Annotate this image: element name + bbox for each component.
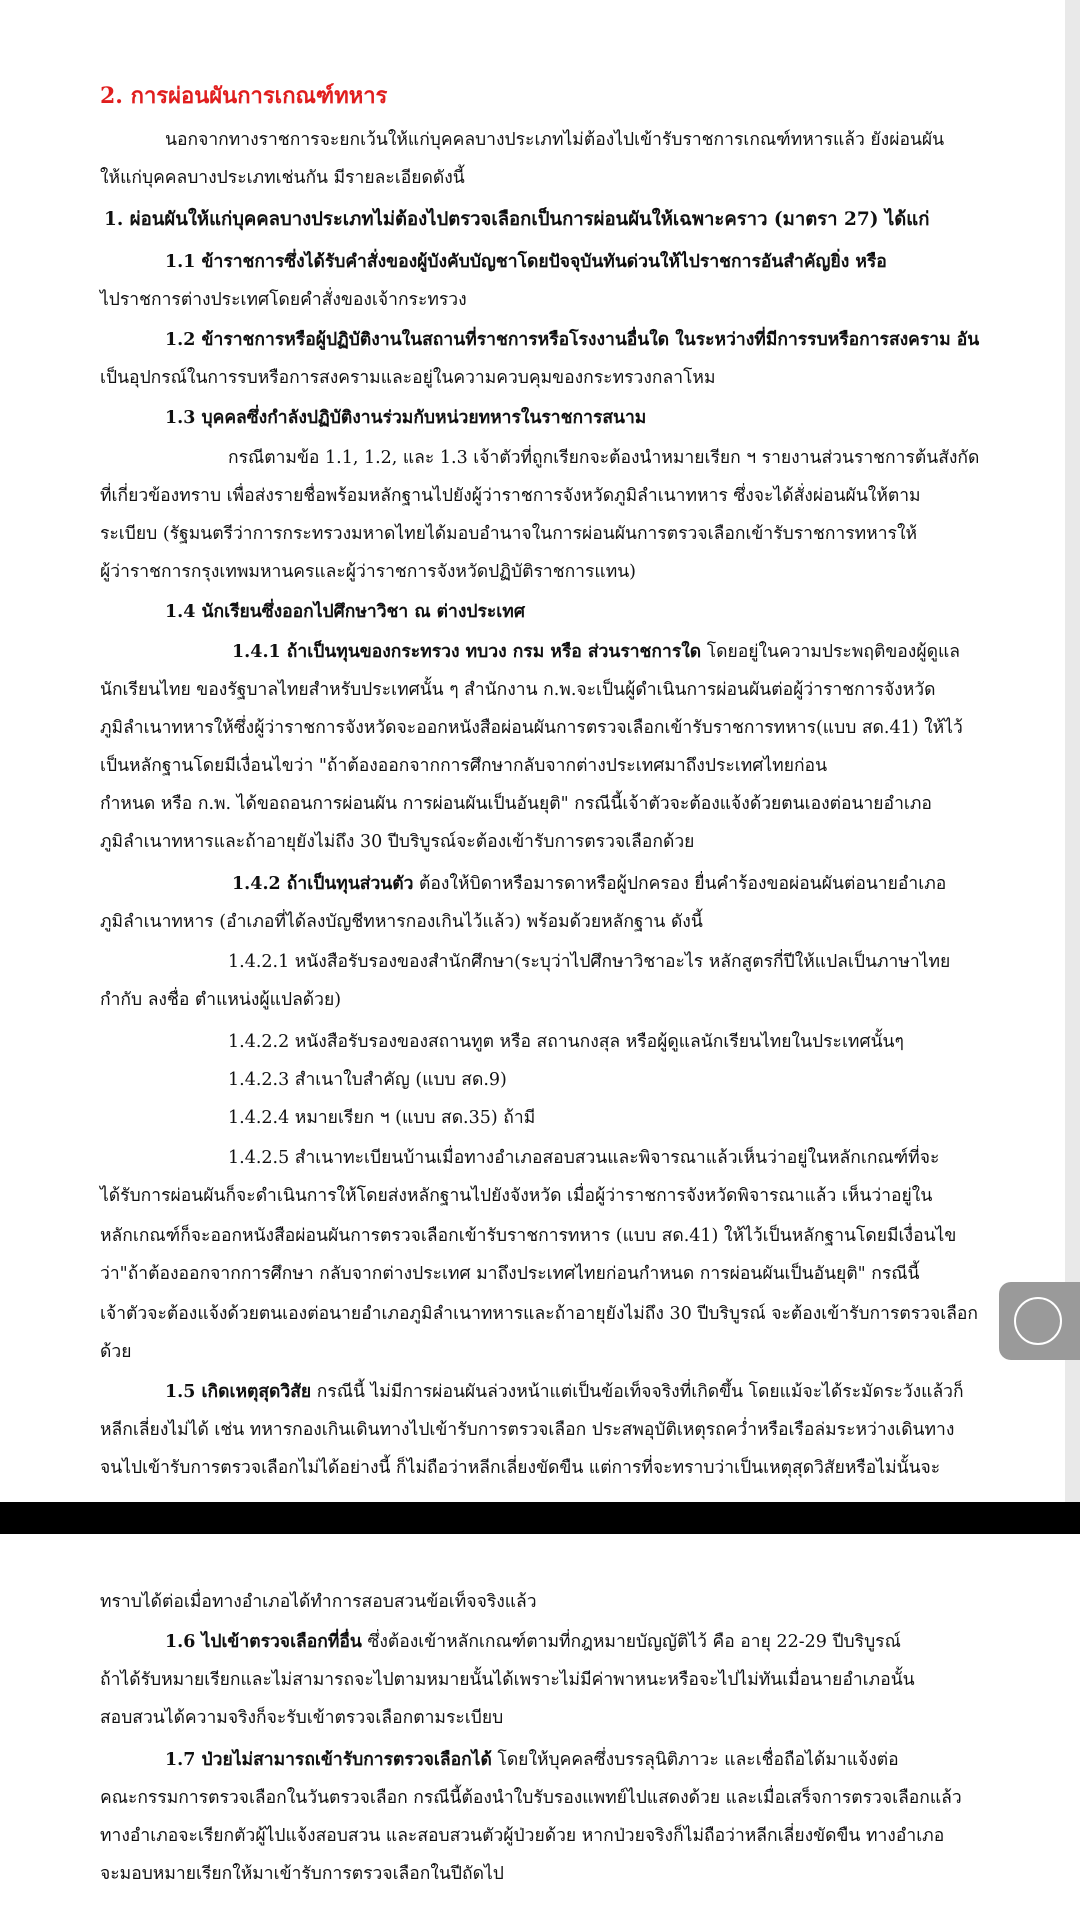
item-1-3: 1.3 บุคคลซึ่งกำลังปฏิบัติงานร่วมกับหน่วยทหารในราชการสนาม xyxy=(165,408,647,428)
paragraph-text: หลีกเลี่ยงไม่ได้ เช่น ทหารกองเกินเดินทางไปเข้ารับการตรวจเลือก ประสพอุบัติเหตุรถคว่ำหรือเรือล่มระหว่างเดินทาง xyxy=(100,1420,955,1440)
paragraph-text: กำกับ ลงชื่อ ตำแหน่งผู้แปลด้วย) xyxy=(100,990,342,1010)
item-1-4-1-text: โดยอยู่ในความประพฤติของผู้ดูแล xyxy=(701,642,960,662)
item-1-1: 1.1 ข้าราชการซึ่งได้รับคำสั่งของผู้บังคับบัญชาโดยปัจจุบันทันด่วนให้ไปราชการอันสำคัญยิ่ง หรือ xyxy=(165,252,887,272)
page-edge xyxy=(1065,0,1080,1502)
item-1-heading: 1. ผ่อนผันให้แก่บุคคลบางประเภทไม่ต้องไปตรวจเลือกเป็นการผ่อนผันให้เฉพาะคราว (มาตรา 27) ได้แก่ xyxy=(104,209,930,230)
item-1-4-1-heading: 1.4.1 ถ้าเป็นทุนของกระทรวง ทบวง กรม หรือ ส่วนราชการใด xyxy=(232,642,702,662)
item-1-4-2-1: 1.4.2.1 หนังสือรับรองของสำนักศึกษา(ระบุว่าไปศึกษาวิชาอะไร หลักสูตรกี่ปีให้แปลเป็นภาษาไทย xyxy=(228,952,951,972)
item-1-4-2 xyxy=(232,872,946,896)
intro-text: นอกจากทางราชการจะยกเว้นให้แก่บุคคลบางประเภทไม่ต้องไปเข้ารับราชการเกณฑ์ทหารแล้ว ยังผ่อนผัน xyxy=(165,130,945,150)
item-1-6-heading: 1.6 ไปเข้าตรวจเลือกที่อื่น xyxy=(165,1632,362,1652)
floating-assistive-button[interactable] xyxy=(999,1282,1080,1360)
item-1-2-text: เป็นอุปกรณ์ในการรบหรือการสงครามและอยู่ในความควบคุมของกระทรวงกลาโหม xyxy=(100,368,716,388)
paragraph-text: ภูมิลำเนาทหาร (อำเภอที่ได้ลงบัญชีทหารกองเกินไว้แล้ว) พร้อมด้วยหลักฐาน ดังนี้ xyxy=(100,912,703,932)
item-1-4-2-2: 1.4.2.2 หนังสือรับรองของสถานทูต หรือ สถานกงสุล หรือผู้ดูแลนักเรียนไทยในประเทศนั้นๆ xyxy=(228,1032,904,1052)
paragraph-text: ผู้ว่าราชการกรุงเทพมหานครและผู้ว่าราชการจังหวัดปฏิบัติราชการแทน) xyxy=(100,562,637,582)
paragraph-text: ได้รับการผ่อนผันก็จะดำเนินการให้โดยส่งหลักฐานไปยังจังหวัด เมื่อผู้ว่าราชการจังหวัดพิจารณาแล้ว เห็นว่าอยู่ใน xyxy=(100,1186,933,1206)
item-1-2: 1.2 ข้าราชการหรือผู้ปฏิบัติงานในสถานที่ราชการหรือโรงงานอื่นใด ในระหว่างที่มีการรบหรือการสงคราม อัน xyxy=(165,330,980,350)
document-page-2 xyxy=(0,1534,1080,1920)
paragraph-text: ระเบียบ (รัฐมนตรีว่าการกระทรวงมหาดไทยได้มอบอำนาจในการผ่อนผันการตรวจเลือกเข้ารับราชการทหารให้ xyxy=(100,524,918,544)
paragraph-text: ที่เกี่ยวข้องทราบ เพื่อส่งรายชื่อพร้อมหลักฐานไปยังผู้ว่าราชการจังหวัดภูมิลำเนาทหาร ซึ่งจะได้สั่งผ่อนผันให้ตาม xyxy=(100,486,921,506)
item-1-5-heading: 1.5 เกิดเหตุสุดวิสัย xyxy=(165,1382,312,1402)
paragraph-text: หลักเกณฑ์ก็จะออกหนังสือผ่อนผันการตรวจเลือกเข้ารับราชการทหาร (แบบ สด.41) ให้ไว้เป็นหลักฐานโดยมีเงื่อนไข xyxy=(100,1226,957,1246)
paragraph-text: ภูมิลำเนาทหารและถ้าอายุยังไม่ถึง 30 ปีบริบูรณ์จะต้องเข้ารับการตรวจเลือกด้วย xyxy=(100,832,695,852)
paragraph-text: เป็นหลักฐานโดยมีเงื่อนไขว่า "ถ้าต้องออกจากการศึกษากลับจากต่างประเทศมาถึงประเทศไทยก่อน xyxy=(100,756,828,776)
item-1-7 xyxy=(165,1748,899,1772)
item-1-4-2-5: 1.4.2.5 สำเนาทะเบียนบ้านเมื่อทางอำเภอสอบสวนและพิจารณาแล้วเห็นว่าอยู่ในหลักเกณฑ์ที่จะ xyxy=(228,1148,940,1168)
item-1-6 xyxy=(165,1630,901,1654)
paragraph-text: ทราบได้ต่อเมื่อทางอำเภอได้ทำการสอบสวนข้อเท็จจริงแล้ว xyxy=(100,1592,537,1612)
paragraph-text: คณะกรรมการตรวจเลือกในวันตรวจเลือก กรณีนี้ต้องนำใบรับรองแพทย์ไปแสดงด้วย และเมื่อเสร็จการตรวจเลือกแล้ว xyxy=(100,1788,962,1808)
item-1-4-2-heading: 1.4.2 ถ้าเป็นทุนส่วนตัว xyxy=(232,874,414,894)
paragraph-text: นักเรียนไทย ของรัฐบาลไทยสำหรับประเทศนั้น ๆ สำนักงาน ก.พ.จะเป็นผู้ดำเนินการผ่อนผันต่อผู้ว่าราชการจังหวัด xyxy=(100,680,936,700)
item-1-5-text: กรณีนี้ ไม่มีการผ่อนผันล่วงหน้าแต่เป็นข้อเท็จจริงที่เกิดขึ้น โดยแม้จะได้ระมัดระวังแล้วก็ xyxy=(311,1382,964,1402)
item-1-7-text: โดยให้บุคคลซึ่งบรรลุนิติภาวะ และเชื่อถือได้มาแจ้งต่อ xyxy=(491,1750,899,1770)
item-1-7-heading: 1.7 ป่วยไม่สามารถเข้ารับการตรวจเลือกได้ xyxy=(165,1750,492,1770)
paragraph-text: เจ้าตัวจะต้องแจ้งด้วยตนเองต่อนายอำเภอภูมิลำเนาทหารและถ้าอายุยังไม่ถึง 30 ปีบริบูรณ์ จะต้องเข้ารับการตรวจเลือก xyxy=(100,1304,979,1324)
paragraph-text: จนไปเข้ารับการตรวจเลือกไม่ได้อย่างนี้ ก็ไม่ถือว่าหลีกเลี่ยงขัดขืน แต่การที่จะทราบว่าเป็นเหตุสุดวิสัยหรือไม่นั้นจะ xyxy=(100,1458,941,1478)
section-title: 2. การผ่อนผันการเกณฑ์ทหาร xyxy=(100,83,388,109)
paragraph-text: ถ้าได้รับหมายเรียกและไม่สามารถจะไปตามหมายนั้นได้เพราะไม่มีค่าพาหนะหรือจะไปไม่ทันเมื่อนายอำเภอนั้น xyxy=(100,1670,915,1690)
paragraph-text: กำหนด หรือ ก.พ. ได้ขอถอนการผ่อนผัน การผ่อนผันเป็นอันยุติ" กรณีนี้เจ้าตัวจะต้องแจ้งด้วยตนเองต่อนายอำเภอ xyxy=(100,794,932,814)
paragraph-text: ทางอำเภอจะเรียกตัวผู้ไปแจ้งสอบสวน และสอบสวนตัวผู้ป่วยด้วย หากป่วยจริงก็ไม่ถือว่าหลีกเลี่ยงขัดขืน ทางอำเภอ xyxy=(100,1826,945,1846)
item-1-4-2-4: 1.4.2.4 หมายเรียก ฯ (แบบ สด.35) ถ้ามี xyxy=(228,1108,536,1128)
page-separator xyxy=(0,1502,1080,1534)
item-1-4-2-text: ต้องให้บิดาหรือมารดาหรือผู้ปกครอง ยื่นคำร้องขอผ่อนผันต่อนายอำเภอ xyxy=(413,874,947,894)
paragraph-text: จะมอบหมายเรียกให้มาเข้ารับการตรวจเลือกในปีถัดไป xyxy=(100,1864,504,1884)
paragraph-text: กรณีตามข้อ 1.1, 1.2, และ 1.3 เจ้าตัวที่ถูกเรียกจะต้องนำหมายเรียก ฯ รายงานส่วนราชการต้นสังกัด xyxy=(228,448,980,468)
circle-button-icon xyxy=(1014,1297,1062,1345)
paragraph-text: ด้วย xyxy=(100,1342,132,1362)
item-1-4-2-3: 1.4.2.3 สำเนาใบสำคัญ (แบบ สด.9) xyxy=(228,1070,507,1090)
intro-text: ให้แก่บุคคลบางประเภทเช่นกัน มีรายละเอียดดังนี้ xyxy=(100,168,465,188)
item-1-4: 1.4 นักเรียนซึ่งออกไปศึกษาวิชา ณ ต่างประเทศ xyxy=(165,602,525,622)
item-1-4-1 xyxy=(232,640,960,664)
paragraph-text: ว่า"ถ้าต้องออกจากการศึกษา กลับจากต่างประเทศ มาถึงประเทศไทยก่อนกำหนด การผ่อนผันเป็นอันยุติ" กรณีนี้ xyxy=(100,1264,920,1284)
paragraph-text: ภูมิลำเนาทหารให้ซึ่งผู้ว่าราชการจังหวัดจะออกหนังสือผ่อนผันการตรวจเลือกเข้ารับราชการทหาร(แบบ สด.41) ให้ไว้ xyxy=(100,718,963,738)
item-1-5 xyxy=(165,1380,964,1404)
item-1-1-text: ไปราชการต่างประเทศโดยคำสั่งของเจ้ากระทรวง xyxy=(100,290,467,310)
item-1-6-text: ซึ่งต้องเข้าหลักเกณฑ์ตามที่กฎหมายบัญญัติไว้ คือ อายุ 22-29 ปีบริบูรณ์ xyxy=(361,1632,901,1652)
paragraph-text: สอบสวนได้ความจริงก็จะรับเข้าตรวจเลือกตามระเบียบ xyxy=(100,1708,504,1728)
